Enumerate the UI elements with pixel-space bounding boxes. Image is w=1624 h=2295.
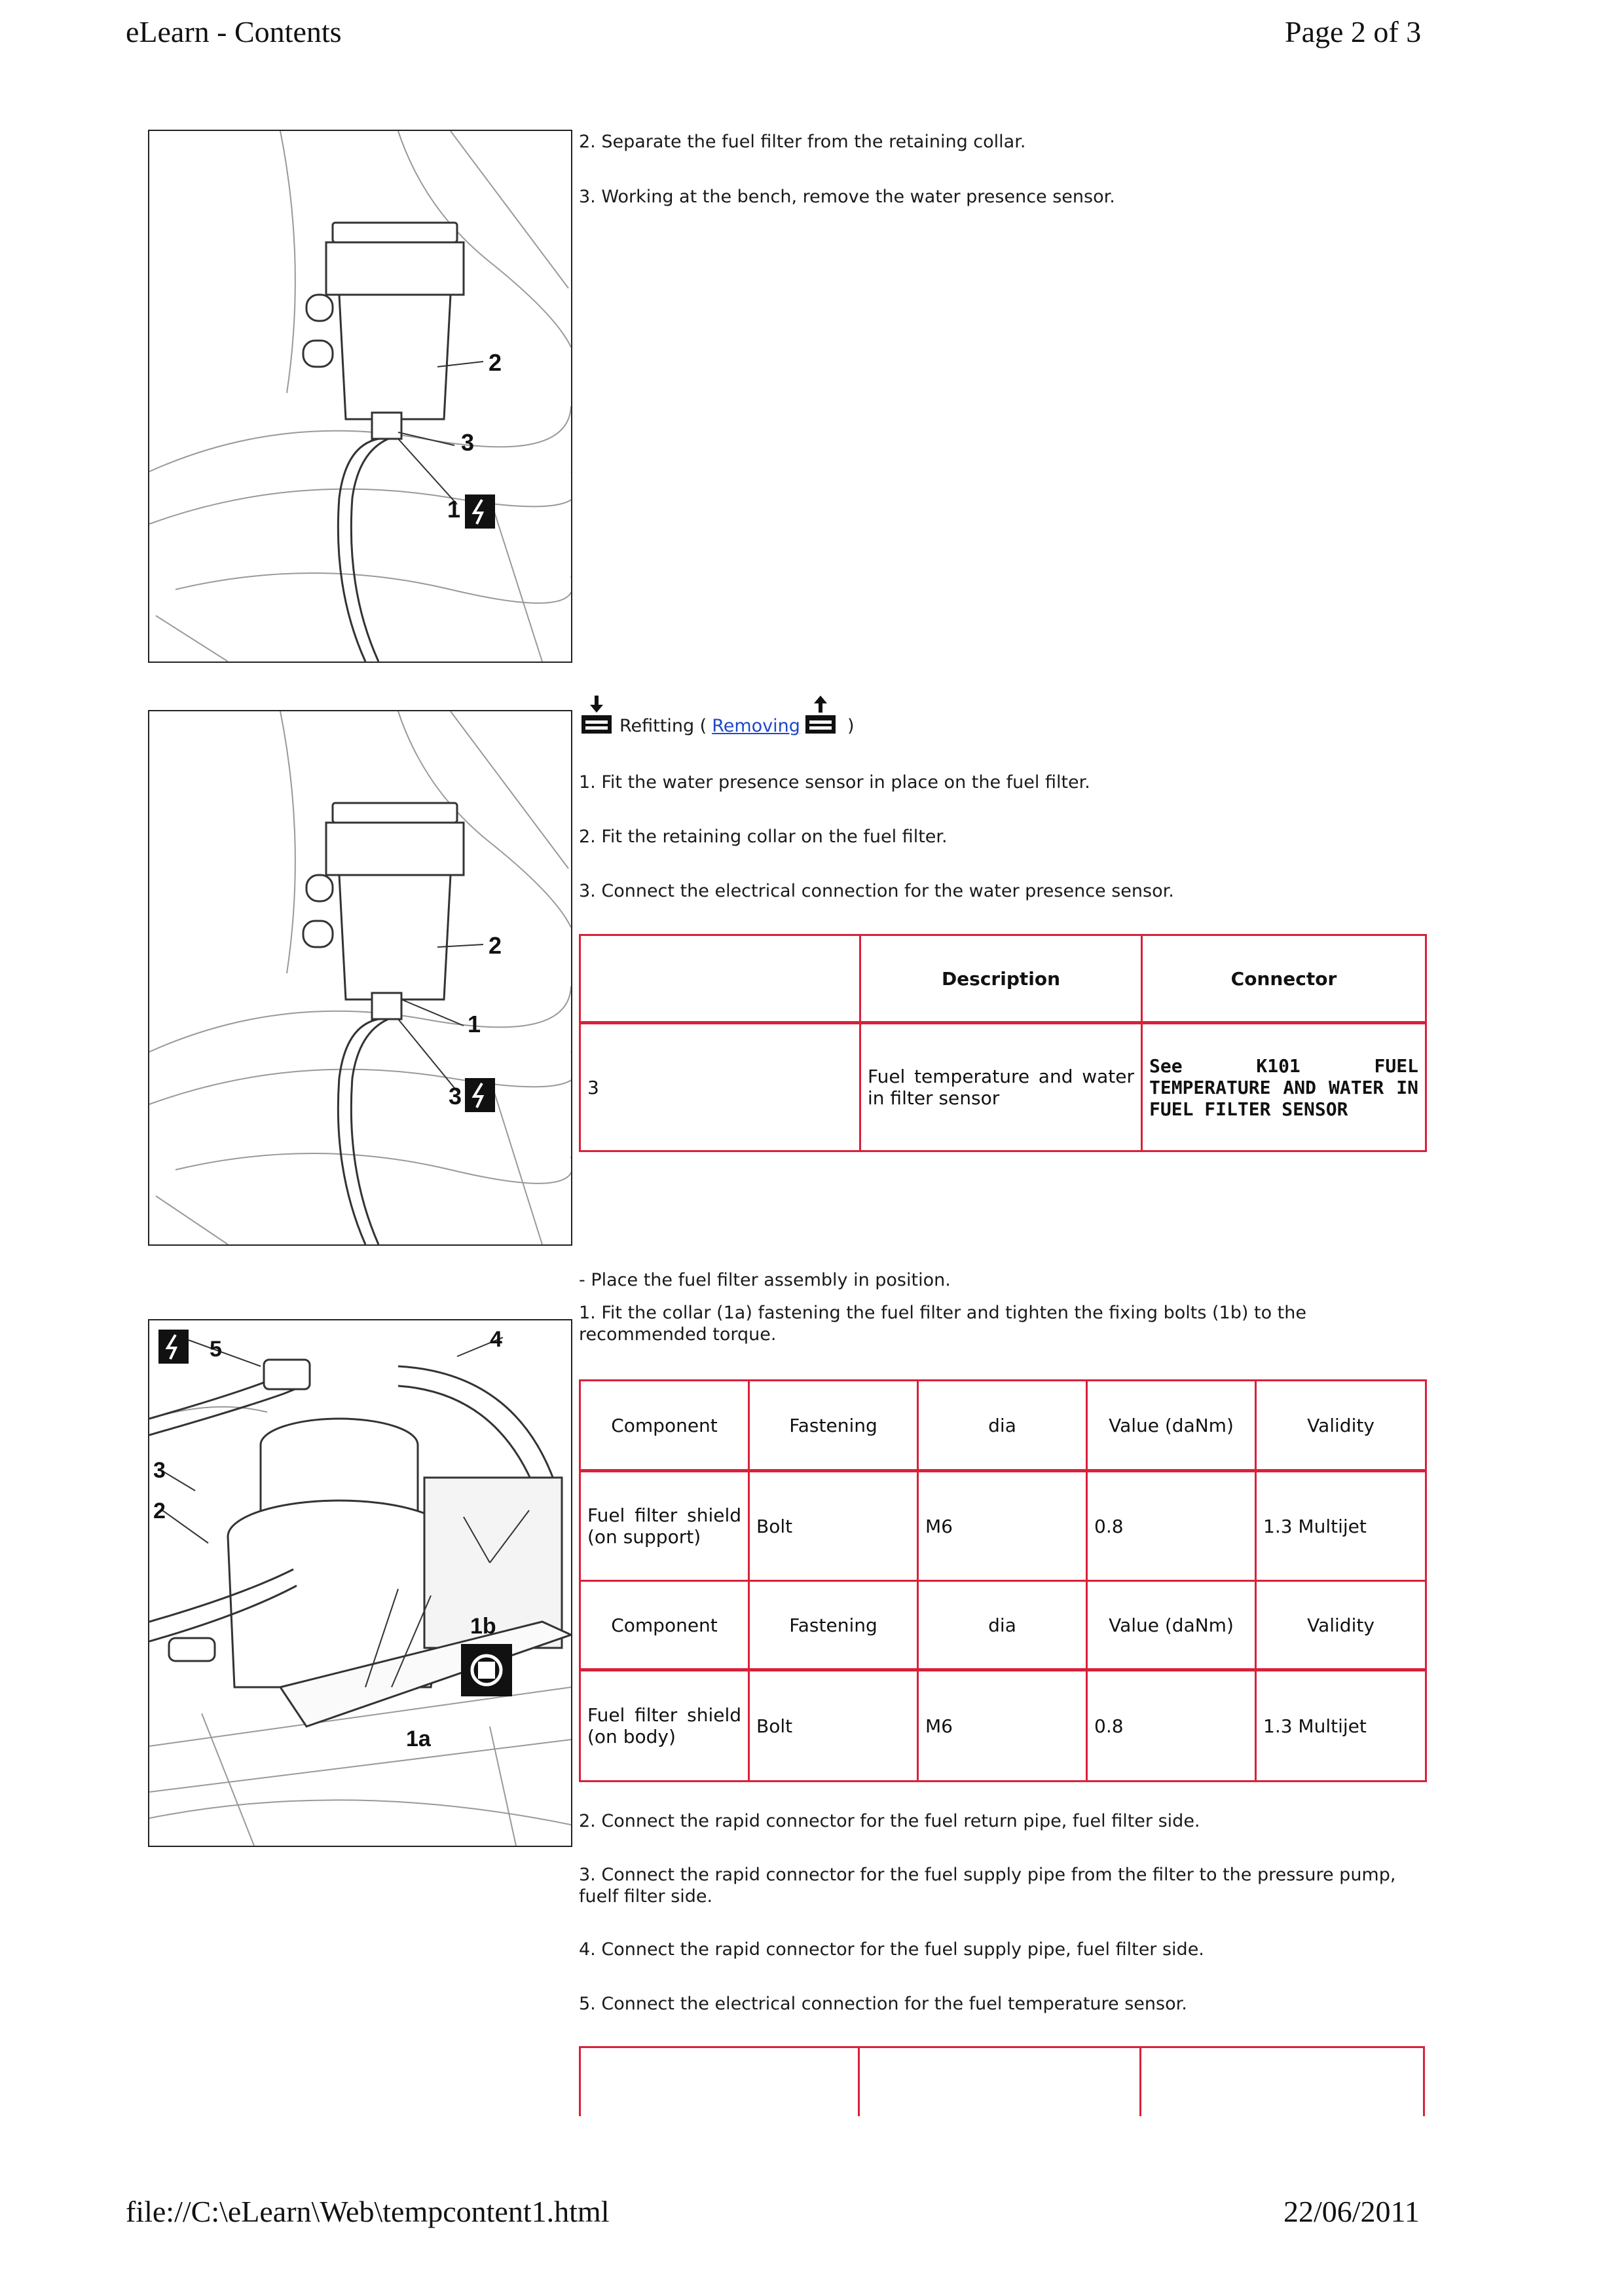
callout-1: 1 xyxy=(468,1011,481,1037)
step-connect-sensor: 3. Connect the electrical connection for the water presence sensor. xyxy=(579,881,1174,901)
callout-2: 2 xyxy=(489,932,502,959)
cell-value: 0.8 xyxy=(1087,1670,1256,1782)
callout-3: 3 xyxy=(461,429,475,456)
step-connect-return-pipe: 2. Connect the rapid connector for the fuel return pipe, fuel filter side. xyxy=(579,1811,1200,1831)
truncated-table xyxy=(579,2046,1425,2116)
cell-fastening: Bolt xyxy=(749,1670,918,1782)
filter-assembly-drawing xyxy=(149,1320,571,1846)
cell-component: Fuel filter shield (on support) xyxy=(580,1471,749,1581)
cell-dia: M6 xyxy=(918,1670,1087,1782)
step-connect-supply-pump: 3. Connect the rapid connector for the fuel supply pipe from the filter to the pressure pump, fuelf filter side. xyxy=(579,1865,1396,1907)
header-component: Component xyxy=(580,1581,749,1670)
callout-1b: 1b xyxy=(470,1614,496,1639)
refitting-heading xyxy=(579,690,854,736)
refitting-label: Refitting ( xyxy=(619,716,707,736)
refitting-close: ) xyxy=(847,716,855,736)
file-path: file://C:\eLearn\Web\tempcontent1.html xyxy=(126,2195,610,2228)
step-place-assembly: - Place the fuel filter assembly in position. xyxy=(579,1270,951,1290)
callout-3: 3 xyxy=(153,1458,166,1483)
header-validity: Validity xyxy=(1256,1581,1426,1670)
step-connect-temp-sensor: 5. Connect the electrical connection for the fuel temperature sensor. xyxy=(579,1994,1187,2014)
filter-refit-drawing xyxy=(149,711,571,1244)
refit-down-icon xyxy=(579,694,614,736)
cell-validity: 1.3 Multijet xyxy=(1256,1670,1426,1782)
cell-connector-link[interactable]: See K101 FUEL TEMPERATURE AND WATER IN FUEL FILTER SENSOR xyxy=(1142,1023,1426,1151)
callout-1: 1 xyxy=(447,496,461,523)
header-fastening: Fastening xyxy=(749,1381,918,1471)
header-fastening: Fastening xyxy=(749,1581,918,1670)
cell-ref: 3 xyxy=(580,1023,860,1151)
figure-filter-assembly xyxy=(148,1319,572,1847)
step-fit-collar-torque: 1. Fit the collar (1a) fastening the fuel filter and tighten the fixing bolts (1b) to the recommended torque. xyxy=(579,1303,1306,1345)
torque-table-header-2 xyxy=(580,1581,1426,1670)
callout-3: 3 xyxy=(449,1083,462,1110)
cell-validity: 1.3 Multijet xyxy=(1256,1471,1426,1581)
cell-fastening: Bolt xyxy=(749,1471,918,1581)
removing-link[interactable]: Removing xyxy=(712,716,800,736)
callout-4: 4 xyxy=(490,1327,502,1352)
header-validity: Validity xyxy=(1256,1381,1426,1471)
cell-description: Fuel temperature and water in filter sensor xyxy=(860,1023,1142,1151)
header-dia: dia xyxy=(918,1581,1087,1670)
window-title: eLearn - Contents xyxy=(126,15,342,48)
torque-table-row xyxy=(580,1471,1426,1581)
page-indicator: Page 2 of 3 xyxy=(1285,15,1422,48)
cell-value: 0.8 xyxy=(1087,1471,1256,1581)
step-fit-sensor: 1. Fit the water presence sensor in place on the fuel filter. xyxy=(579,772,1090,793)
header-value: Value (daNm) xyxy=(1087,1581,1256,1670)
step-fit-collar: 2. Fit the retaining collar on the fuel filter. xyxy=(579,827,948,847)
print-date: 22/06/2011 xyxy=(1283,2195,1420,2228)
step-separate-filter: 2. Separate the fuel filter from the retaining collar. xyxy=(579,132,1026,152)
figure-filter-removal xyxy=(148,130,572,663)
header-dia: dia xyxy=(918,1381,1087,1471)
figure-filter-refit xyxy=(148,710,572,1246)
callout-2: 2 xyxy=(153,1499,166,1523)
torque-table-header-1 xyxy=(580,1381,1426,1471)
step-connect-supply-pipe: 4. Connect the rapid connector for the fuel supply pipe, fuel filter side. xyxy=(579,1939,1204,1960)
remove-up-icon xyxy=(803,694,838,736)
filter-removal-drawing xyxy=(149,131,571,662)
callout-5: 5 xyxy=(210,1337,222,1362)
connector-table-header xyxy=(580,935,1426,1023)
torque-table xyxy=(579,1379,1427,1782)
callout-2: 2 xyxy=(489,349,502,376)
step-remove-sensor: 3. Working at the bench, remove the water presence sensor. xyxy=(579,187,1115,207)
connector-table-row xyxy=(580,1023,1426,1151)
torque-table-row xyxy=(580,1670,1426,1782)
callout-1a: 1a xyxy=(406,1726,431,1751)
header-description: Description xyxy=(860,935,1142,1023)
connector-table xyxy=(579,934,1427,1152)
header-ref xyxy=(580,935,860,1023)
cell-component: Fuel filter shield (on body) xyxy=(580,1670,749,1782)
header-component: Component xyxy=(580,1381,749,1471)
header-connector: Connector xyxy=(1142,935,1426,1023)
cell-dia: M6 xyxy=(918,1471,1087,1581)
header-value: Value (daNm) xyxy=(1087,1381,1256,1471)
